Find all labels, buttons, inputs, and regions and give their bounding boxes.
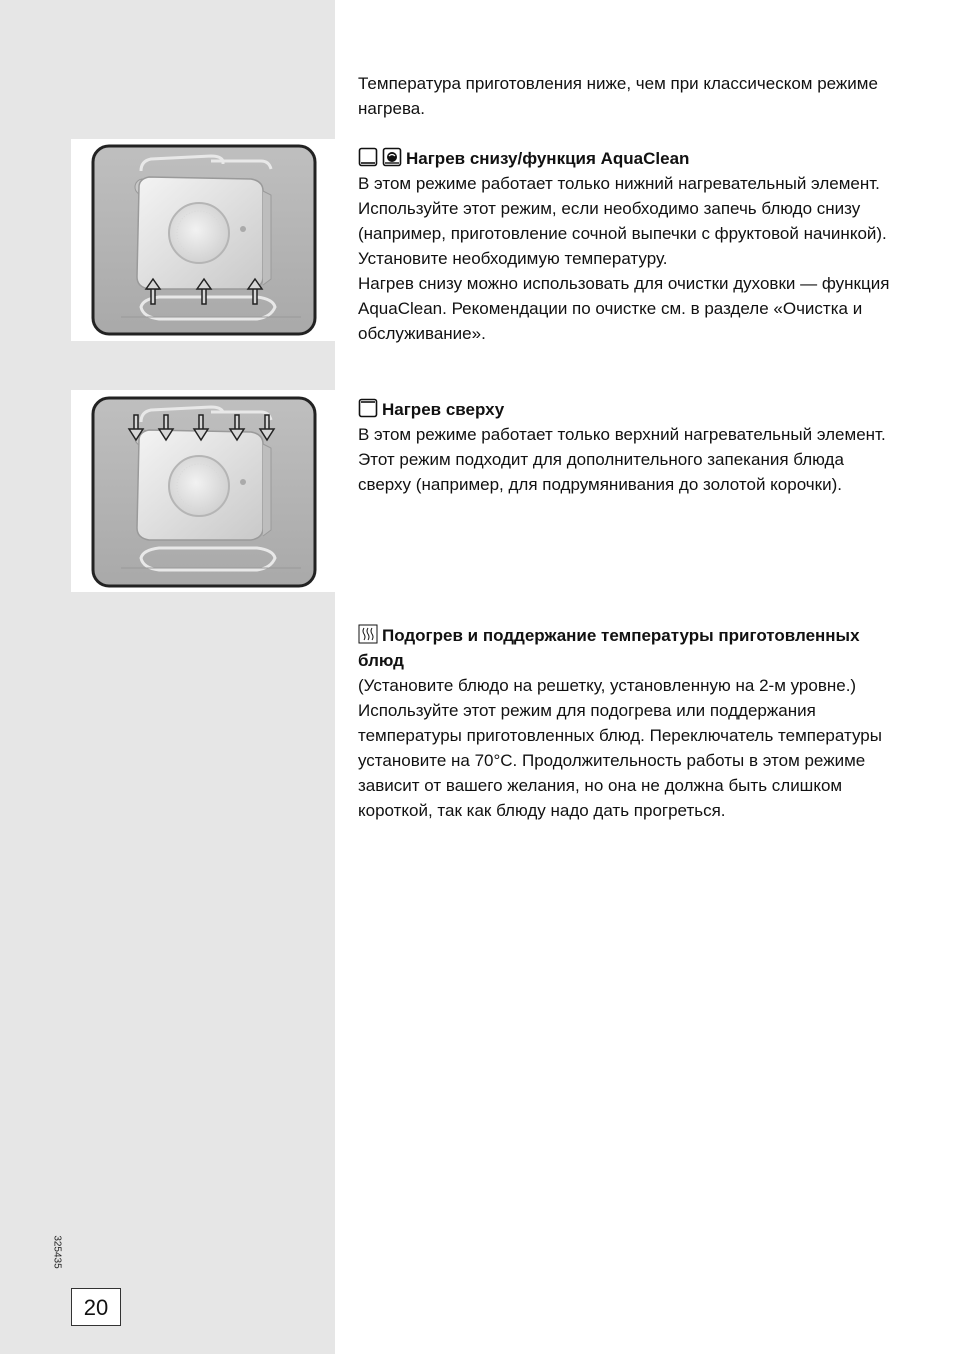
section-paragraph: (Установите блюдо на решетку, установленную на 2-м уровне.) xyxy=(358,676,857,695)
section-title: Нагрев сверху xyxy=(382,400,505,419)
section-warming xyxy=(358,623,898,823)
section-heading xyxy=(358,623,898,673)
section-bottom-heat xyxy=(358,146,898,346)
page-number: 20 xyxy=(71,1288,121,1326)
section-title: Нагрев снизу/функция AquaClean xyxy=(406,149,690,168)
warming-icon xyxy=(358,624,378,644)
bottom-heat-illustration xyxy=(71,139,335,341)
document-code-text: 325435 xyxy=(51,1235,63,1269)
section-paragraph: В этом режиме работает только нижний нагревательный элемент. xyxy=(358,174,880,193)
document-code xyxy=(48,1232,66,1272)
section-paragraph: В этом режиме работает только верхний нагревательный элемент. xyxy=(358,425,886,444)
section-top-heat xyxy=(358,397,898,497)
section-title: Подогрев и поддержание температуры приготовленных блюд xyxy=(358,626,860,670)
intro-text-block xyxy=(358,71,898,121)
section-paragraph: Нагрев снизу можно использовать для очистки духовки — функция AquaClean. Рекомендации по очистке см. в разделе «Очистка и обслуживание». xyxy=(358,274,890,343)
section-paragraph: Используйте этот режим, если необходимо запечь блюдо снизу (например, приготовление сочной выпечки с фруктовой начинкой). Установите необходимую температуру. xyxy=(358,199,887,268)
top-heat-illustration xyxy=(71,390,335,592)
aquaclean-icon xyxy=(382,147,402,167)
section-paragraph: Этот режим подходит для дополнительного запекания блюда сверху (например, для подрумянивания до золотой корочки). xyxy=(358,450,844,494)
section-paragraph: Используйте этот режим для подогрева или поддержания температуры приготовленных блюд. Переключатель температуры установите на 70°C. Продолжительность работы в этом режиме зависит от вашего желания, но она не должна быть слишком короткой, так как блюду надо дать прогреться. xyxy=(358,701,882,820)
section-heading xyxy=(358,146,898,171)
empty-square-icon xyxy=(358,147,378,167)
section-heading xyxy=(358,397,898,422)
intro-paragraph: Температура приготовления ниже, чем при классическом режиме нагрева. xyxy=(358,74,878,118)
top-heat-square-icon xyxy=(358,398,378,418)
